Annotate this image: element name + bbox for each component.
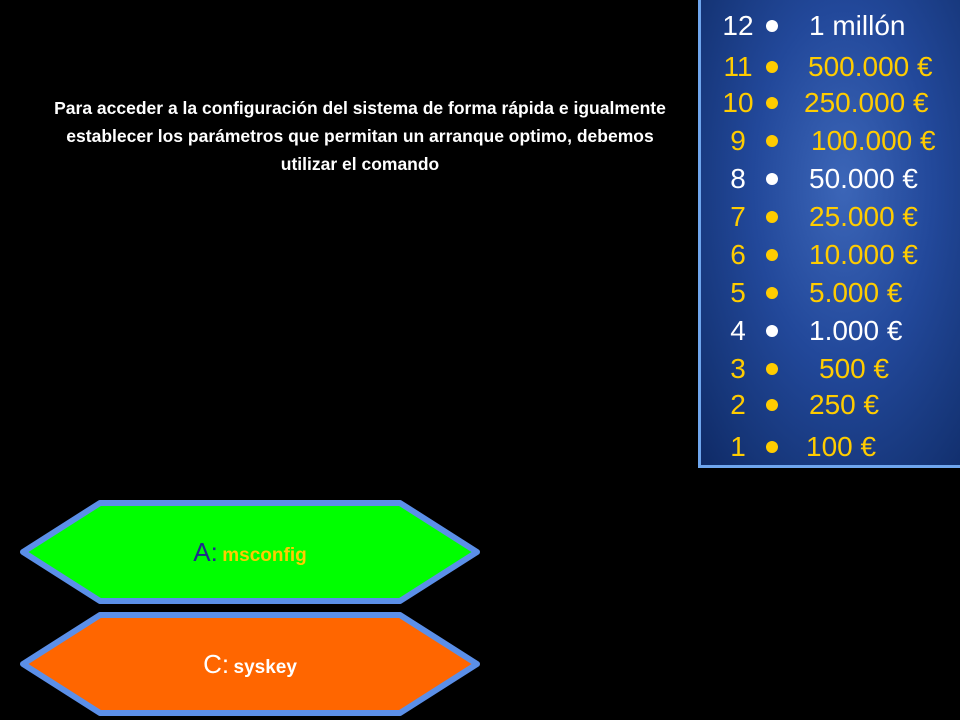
prize-rung-3 — [701, 350, 960, 388]
answer-a-label — [18, 500, 482, 609]
answer-a-text: msconfig — [222, 545, 307, 566]
rung-level: 12 — [722, 10, 754, 41]
rung-prize: 250 € — [809, 389, 880, 420]
prize-rung-10 — [701, 84, 960, 122]
rung-prize: 500 € — [819, 353, 890, 384]
rung-dot-icon — [766, 20, 778, 32]
prize-rung-2 — [701, 386, 960, 424]
rung-level: 9 — [730, 125, 746, 156]
rung-level: 6 — [730, 239, 746, 270]
rung-level: 11 — [723, 51, 753, 82]
rung-prize: 100 € — [806, 431, 877, 462]
rung-prize: 1.000 € — [809, 315, 903, 346]
rung-prize: 25.000 € — [809, 201, 918, 232]
rung-dot-icon — [766, 211, 778, 223]
rung-prize: 100.000 € — [811, 125, 936, 156]
rung-prize: 500.000 € — [808, 51, 933, 82]
prize-rung-12 — [701, 7, 960, 45]
rung-level: 5 — [730, 277, 746, 308]
question-text: Para acceder a la configuración del sistema de forma rápida e igualmente establecer los parámetros que permitan un arranque optimo, debemos utilizar el comando — [54, 98, 666, 174]
rung-dot-icon — [766, 399, 778, 411]
prize-rung-9 — [701, 122, 960, 160]
prize-rung-7 — [701, 198, 960, 236]
answer-c-letter: C: — [203, 649, 230, 679]
rung-dot-icon — [766, 135, 778, 147]
rung-prize: 1 millón — [809, 10, 906, 41]
answer-a-letter: A: — [193, 537, 218, 567]
prize-ladder — [698, 0, 960, 468]
rung-dot-icon — [766, 97, 778, 109]
rung-dot-icon — [766, 249, 778, 261]
answer-c-button[interactable] — [18, 612, 482, 716]
prize-rung-4 — [701, 312, 960, 350]
rung-level: 7 — [730, 201, 746, 232]
rung-level: 10 — [722, 87, 754, 118]
prize-rung-8 — [701, 160, 960, 198]
rung-level: 8 — [730, 163, 746, 194]
rung-dot-icon — [766, 173, 778, 185]
rung-level: 3 — [730, 353, 746, 384]
rung-dot-icon — [766, 363, 778, 375]
rung-dot-icon — [766, 287, 778, 299]
rung-prize: 250.000 € — [804, 87, 929, 118]
answer-a-button[interactable] — [18, 500, 482, 604]
prize-rung-1 — [701, 428, 960, 466]
rung-prize: 5.000 € — [809, 277, 903, 308]
rung-dot-icon — [766, 325, 778, 337]
rung-level: 1 — [730, 431, 746, 462]
prize-rung-6 — [701, 236, 960, 274]
rung-dot-icon — [766, 61, 778, 73]
answer-c-label — [18, 612, 482, 720]
prize-rung-11 — [701, 48, 960, 86]
rung-prize: 10.000 € — [809, 239, 918, 270]
prize-rung-5 — [701, 274, 960, 312]
answer-c-text: syskey — [233, 657, 297, 678]
rung-prize: 50.000 € — [809, 163, 918, 194]
rung-level: 2 — [730, 389, 746, 420]
rung-dot-icon — [766, 441, 778, 453]
rung-level: 4 — [730, 315, 746, 346]
